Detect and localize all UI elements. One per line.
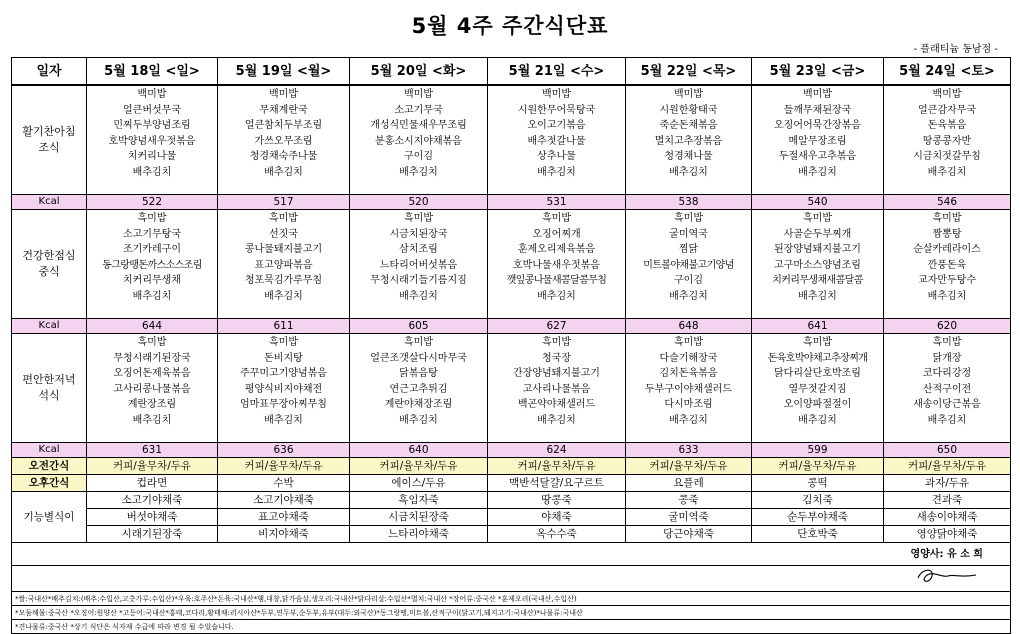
day-header: 5월 19일 <월>: [218, 58, 350, 86]
menu-item: 멸치고추장볶음: [654, 135, 723, 147]
porridge-item: 땅콩죽: [488, 492, 626, 509]
lunch-label: [12, 210, 87, 319]
menu-item: 흑미밥: [932, 213, 962, 224]
menu-item: 느타리어버섯볶음: [379, 259, 458, 271]
kcal-value: 627: [488, 319, 626, 334]
header-row: [12, 58, 1011, 86]
snack-item: 커피/율무차/두유: [626, 458, 752, 475]
menu-item: 치커리나물: [127, 151, 177, 162]
branch-name: - 플래티늄 동남점 -: [913, 44, 998, 55]
functional-diet-row: [12, 526, 1011, 543]
kcal-value: 620: [884, 319, 1011, 334]
menu-item: 얼큰조갯살다시마무국: [370, 352, 467, 364]
functional-diet-label: 기능별식이: [12, 492, 87, 543]
kcal-value: 644: [87, 319, 218, 334]
breakfast-row: [12, 85, 1011, 195]
origin-note: *쌀:국내산*배추김치:(배추:수입산,고춧가루:수입산)*우육:호주산*돈육:국내산*햄,대창,닭가슴살,생오리:국내산*닭다리살:수입산*멸치:국내산 *장어류:중국산 *훈제오리(국내산,수입산): [12, 592, 1011, 606]
menu-item: 흑미밥: [269, 337, 298, 348]
blank-area: [12, 543, 884, 566]
snack-item: 에이스/두유: [350, 475, 488, 492]
menu-item: 얼큰버섯무국: [123, 104, 181, 116]
snack-item: 커피/율무차/두유: [488, 458, 626, 475]
snack-item: 과자/두유: [884, 475, 1011, 492]
menu-item: 개성식민물새우무조림: [370, 120, 467, 131]
lunch-row: [12, 210, 1011, 319]
menu-item: 오징어찌개: [532, 228, 581, 240]
dinner-row: [12, 334, 1011, 443]
menu-item: 연근고추튀김: [389, 383, 448, 395]
menu-item: 배추김치: [927, 414, 967, 426]
menu-item: 배추김치: [537, 166, 576, 178]
menu-item: 엄마표무장아찌무침: [240, 399, 327, 410]
menu-item: 구이김: [674, 275, 703, 286]
menu-item: 백곤약야채샐러드: [517, 399, 596, 410]
day-header: 5월 23일 <금>: [752, 58, 884, 86]
kcal-value: 599: [752, 443, 884, 458]
kcal-value: 546: [884, 195, 1011, 210]
menu-item: 배추김치: [798, 166, 837, 178]
day-header: 5월 21일 <수>: [488, 58, 626, 86]
functional-diet-row: [12, 492, 1011, 509]
breakfast-day-cell: [752, 85, 884, 195]
dinner-day-cell: [752, 334, 884, 443]
menu-item: 배추김치: [927, 290, 967, 302]
menu-item: 무청시래기된장국: [113, 352, 191, 364]
signature-mark: [912, 566, 982, 586]
lunch-kcal-row: [12, 319, 1011, 334]
menu-item: 소고기무국: [394, 104, 443, 116]
menu-item: 배추김치: [537, 414, 576, 426]
kcal-value: 624: [488, 443, 626, 458]
menu-item: 얼큰참치두부조림: [244, 120, 323, 131]
menu-item: 무청시래기들기름지짐: [370, 275, 467, 286]
menu-item: 간장양념돼지불고기: [513, 368, 600, 379]
menu-item: 찜닭: [678, 244, 699, 255]
menu-item: 김치돈육볶음: [659, 368, 718, 379]
menu-item: 오징어어묵간장볶음: [774, 120, 861, 131]
menu-item: 오이양파절절이: [783, 399, 852, 410]
snack-item: 커피/율무차/두유: [884, 458, 1011, 475]
menu-item: 동그랑땡돈까스소스조림: [102, 259, 202, 271]
menu-item: 흑미밥: [542, 213, 571, 224]
menu-item: 삼치조림: [399, 244, 438, 255]
menu-item: 소고기무탕국: [123, 228, 181, 240]
menu-item: 닭볶음탕: [399, 368, 438, 379]
menu-item: 사골순두부찌개: [783, 228, 852, 240]
menu-item: 배추김치: [132, 166, 172, 178]
header-date-label: 일자: [12, 58, 87, 86]
note-row: [12, 606, 1011, 620]
menu-item: 고구마소스양념조림: [774, 259, 861, 271]
porridge-item: 견과죽: [884, 492, 1011, 509]
menu-item: 코다리강정: [922, 368, 972, 379]
breakfast-day-cell: [218, 85, 350, 195]
menu-item: 구이김: [404, 151, 433, 162]
meal-label-line: 중식: [38, 265, 60, 278]
kcal-value: 540: [752, 195, 884, 210]
menu-item: 선짓국: [269, 228, 298, 240]
dinner-label: [12, 334, 87, 443]
menu-item: 시금치젓갈무침: [913, 151, 981, 162]
kcal-value: 611: [218, 319, 350, 334]
menu-item: 미트볼야채불고기양념: [643, 259, 734, 271]
menu-item: 얼큰감자무국: [918, 104, 976, 116]
porridge-item: 순두부야채죽: [752, 509, 884, 526]
menu-item: 가쓰오무조림: [254, 135, 313, 147]
kcal-value: 538: [626, 195, 752, 210]
menu-item: 배추김치: [537, 290, 576, 302]
snack-item: 수박: [218, 475, 350, 492]
lunch-day-cell: [488, 210, 626, 319]
kcal-value: 605: [350, 319, 488, 334]
menu-item: 메알무장조림: [788, 135, 847, 147]
menu-item: 흑미밥: [404, 337, 433, 348]
snack-item: 커피/율무차/두유: [87, 458, 218, 475]
menu-item: 닭개장: [932, 352, 962, 364]
menu-item: 무채계란국: [259, 104, 308, 116]
afternoon-snack-row: [12, 475, 1011, 492]
menu-item: 들깨무채된장국: [783, 104, 852, 116]
kcal-value: 633: [626, 443, 752, 458]
menu-item: 흑미밥: [269, 213, 298, 224]
menu-item: 백미밥: [137, 89, 167, 100]
menu-item: 호박나물새우젓볶음: [513, 259, 600, 271]
functional-diet-row: [12, 509, 1011, 526]
menu-item: 돈비지탕: [264, 352, 303, 364]
menu-item: 배추김치: [264, 290, 303, 302]
lunch-day-cell: [752, 210, 884, 319]
porridge-item: 소고기야채죽: [87, 492, 218, 509]
meal-label-line: 석식: [38, 389, 60, 402]
porridge-item: 새송이야채죽: [884, 509, 1011, 526]
page-title: 5월 4주 주간식단표: [411, 14, 609, 38]
porridge-item: 느타리야채죽: [350, 526, 488, 543]
day-header: 5월 22일 <목>: [626, 58, 752, 86]
menu-item: 죽순돈채볶음: [659, 120, 718, 131]
menu-item: 백미밥: [542, 89, 571, 100]
day-header: 5월 20일 <화>: [350, 58, 488, 86]
lunch-day-cell: [350, 210, 488, 319]
menu-item: 백미밥: [674, 89, 703, 100]
weekly-menu-table: [11, 57, 1011, 634]
menu-item: 배추김치: [669, 414, 708, 426]
menu-item: 흑미밥: [932, 337, 962, 348]
menu-item: 시원한무어묵탕국: [517, 104, 596, 116]
menu-item: 돈육볶음: [927, 120, 967, 131]
kcal-value: 517: [218, 195, 350, 210]
menu-item: 훈제오리제육볶음: [517, 244, 596, 255]
meal-label-line: 편안한저녁: [22, 373, 76, 386]
menu-item: 고사리나물볶음: [522, 383, 591, 395]
morning-snack-row: [12, 458, 1011, 475]
menu-item: 호박양념새우젓볶음: [108, 135, 196, 147]
menu-item: 흑미밥: [674, 213, 703, 224]
snack-item: 콩떡: [752, 475, 884, 492]
snack-item: 커피/율무차/두유: [218, 458, 350, 475]
menu-item: 청경채숙주나물: [249, 151, 318, 162]
menu-item: 배추김치: [264, 166, 303, 178]
menu-item: 땅콩콩자반: [922, 135, 972, 147]
breakfast-day-cell: [350, 85, 488, 195]
menu-item: 고사리콩나물볶음: [113, 383, 191, 395]
menu-item: 배추김치: [927, 166, 967, 178]
dinner-day-cell: [884, 334, 1011, 443]
kcal-label: Kcal: [12, 319, 87, 334]
menu-item: 백미밥: [932, 89, 962, 100]
menu-item: 청국장: [542, 352, 571, 364]
menu-item: 흑미밥: [803, 337, 832, 348]
menu-item: 교자만두탕수: [918, 275, 976, 286]
menu-item: 백미밥: [269, 89, 298, 100]
menu-item: 열무젓갈지짐: [788, 383, 847, 395]
menu-item: 청경채나물: [664, 151, 713, 162]
breakfast-kcal-row: [12, 195, 1011, 210]
signature: [884, 566, 1011, 592]
menu-item: 순살카레라이스: [913, 244, 981, 255]
porridge-item: 시금치된장죽: [350, 509, 488, 526]
breakfast-day-cell: [87, 85, 218, 195]
porridge-item: 옥수수죽: [488, 526, 626, 543]
note-row: [12, 592, 1011, 606]
dinner-day-cell: [350, 334, 488, 443]
menu-item: 흑미밥: [542, 337, 571, 348]
porridge-item: 단호박죽: [752, 526, 884, 543]
snack-item: 맥반석달걀/요구르트: [488, 475, 626, 492]
menu-item: 짬뽕탕: [932, 228, 962, 240]
menu-item: 배추김치: [399, 414, 438, 426]
kcal-value: 531: [488, 195, 626, 210]
kcal-label: Kcal: [12, 443, 87, 458]
breakfast-day-cell: [488, 85, 626, 195]
porridge-item: 야채죽: [488, 509, 626, 526]
porridge-item: 영양닭야채죽: [884, 526, 1011, 543]
menu-item: 시금치된장국: [389, 228, 448, 240]
menu-item: 배추김치: [132, 414, 172, 426]
menu-item: 배추김치: [399, 166, 438, 178]
snack-item: 컵라면: [87, 475, 218, 492]
porridge-item: 흑임자죽: [350, 492, 488, 509]
dietitian-name: 영양사: 유 소 희: [884, 543, 1011, 566]
kcal-value: 648: [626, 319, 752, 334]
origin-note: *모둠해물:중국산 *오징어:원양산 *고등어:국내산*홍태,코다리,황태채:러시아산*두부,연두부,순두부,유부(대두:외국산)*동그랑땡,미트볼,산적구이(닭고기,돼지고기:국내산)*나물류:국내산: [12, 606, 1011, 620]
menu-item: 오징어돈제육볶음: [113, 368, 191, 379]
menu-item: 조기카레구이: [123, 244, 181, 255]
breakfast-label: [12, 85, 87, 195]
porridge-item: 콩죽: [626, 492, 752, 509]
menu-item: 흑미밥: [404, 213, 433, 224]
menu-item: 된장양념돼지불고기: [774, 244, 861, 255]
menu-item: 굴미역국: [669, 228, 708, 240]
menu-item: 흑미밥: [137, 337, 167, 348]
dinner-day-cell: [488, 334, 626, 443]
porridge-item: 김치죽: [752, 492, 884, 509]
dinner-kcal-row: [12, 443, 1011, 458]
afternoon-snack-label: 오후간식: [12, 475, 87, 492]
porridge-item: 굴미역죽: [626, 509, 752, 526]
menu-item: 민찌두부양념조림: [113, 120, 191, 131]
porridge-item: 버섯야채죽: [87, 509, 218, 526]
meal-label-line: 활기찬아침: [22, 125, 76, 138]
menu-item: 계란장조림: [127, 399, 177, 410]
meal-label-line: 건강한점심: [22, 249, 76, 262]
morning-snack-label: 오전간식: [12, 458, 87, 475]
kcal-label: Kcal: [12, 195, 87, 210]
meal-label-line: 조식: [38, 141, 60, 154]
menu-item: 오이고기볶음: [527, 120, 586, 131]
menu-item: 시원한황태국: [659, 104, 718, 116]
menu-item: 깻잎콩나물새콤달콤무침: [506, 275, 607, 286]
day-header: 5월 24일 <토>: [884, 58, 1011, 86]
day-header: 5월 18일 <일>: [87, 58, 218, 86]
dinner-day-cell: [218, 334, 350, 443]
dietitian-row: [12, 543, 1011, 566]
lunch-day-cell: [884, 210, 1011, 319]
menu-item: 흑미밥: [674, 337, 703, 348]
menu-item: 두절새우고추볶음: [778, 151, 857, 162]
porridge-item: 소고기야채죽: [218, 492, 350, 509]
menu-item: 주꾸미고기양념볶음: [240, 368, 327, 379]
lunch-day-cell: [626, 210, 752, 319]
kcal-value: 522: [87, 195, 218, 210]
menu-item: 돈육호박야채고추장찌개: [767, 352, 868, 364]
menu-item: 배추김치: [798, 414, 837, 426]
menu-item: 계란야채장조림: [384, 399, 453, 410]
menu-item: 배추김치: [399, 290, 438, 302]
porridge-item: 당근야채죽: [626, 526, 752, 543]
menu-item: 배추김치: [669, 290, 708, 302]
snack-item: 커피/율무차/두유: [752, 458, 884, 475]
lunch-day-cell: [87, 210, 218, 319]
kcal-value: 640: [350, 443, 488, 458]
menu-item: 배추김치: [669, 166, 708, 178]
menu-item: 흑미밥: [803, 213, 832, 224]
menu-item: 평양식비지야채전: [244, 383, 323, 395]
porridge-item: 시래기된장죽: [87, 526, 218, 543]
change-note: *견나물류:중국산 *상기 식단은 식자재 수급에 따라 변경 될 수있습니다.: [12, 620, 1011, 634]
kcal-value: 641: [752, 319, 884, 334]
porridge-item: 비지야채죽: [218, 526, 350, 543]
menu-item: 청포묵김가루무침: [244, 275, 323, 286]
kcal-value: 650: [884, 443, 1011, 458]
menu-item: 새송이당근볶음: [913, 399, 981, 410]
menu-item: 치커리무생채새콤달콤: [772, 275, 863, 286]
lunch-day-cell: [218, 210, 350, 319]
menu-item: 산적구이전: [922, 383, 972, 395]
menu-item: 배추젓갈나물: [527, 135, 586, 147]
menu-item: 닭다리살단호박조림: [774, 368, 861, 379]
menu-item: 콩나물돼지불고기: [244, 244, 323, 255]
kcal-value: 636: [218, 443, 350, 458]
dinner-day-cell: [626, 334, 752, 443]
menu-item: 배추김치: [132, 290, 172, 302]
blank-area: [12, 566, 884, 592]
menu-item: 다슬기해장국: [659, 352, 718, 364]
porridge-item: 표고야채죽: [218, 509, 350, 526]
snack-item: 커피/율무차/두유: [350, 458, 488, 475]
menu-item: 배추김치: [264, 414, 303, 426]
menu-item: 분홍소시지야채볶음: [375, 135, 462, 147]
snack-item: 요플레: [626, 475, 752, 492]
signature-row: [12, 566, 1011, 592]
kcal-value: 631: [87, 443, 218, 458]
dinner-day-cell: [87, 334, 218, 443]
menu-item: 상추나물: [537, 151, 576, 162]
menu-item: 표고양파볶음: [254, 259, 313, 271]
menu-item: 깐풍돈육: [927, 259, 967, 271]
breakfast-day-cell: [626, 85, 752, 195]
menu-item: 배추김치: [798, 290, 837, 302]
kcal-value: 520: [350, 195, 488, 210]
menu-item: 백미밥: [803, 89, 832, 100]
menu-item: 백미밥: [404, 89, 433, 100]
breakfast-day-cell: [884, 85, 1011, 195]
menu-item: 두부구이야채샐러드: [645, 383, 732, 395]
menu-item: 다시마조림: [664, 399, 713, 410]
menu-item: 치커리무생채: [123, 275, 181, 286]
menu-item: 흑미밥: [137, 213, 167, 224]
note-row: [12, 620, 1011, 634]
